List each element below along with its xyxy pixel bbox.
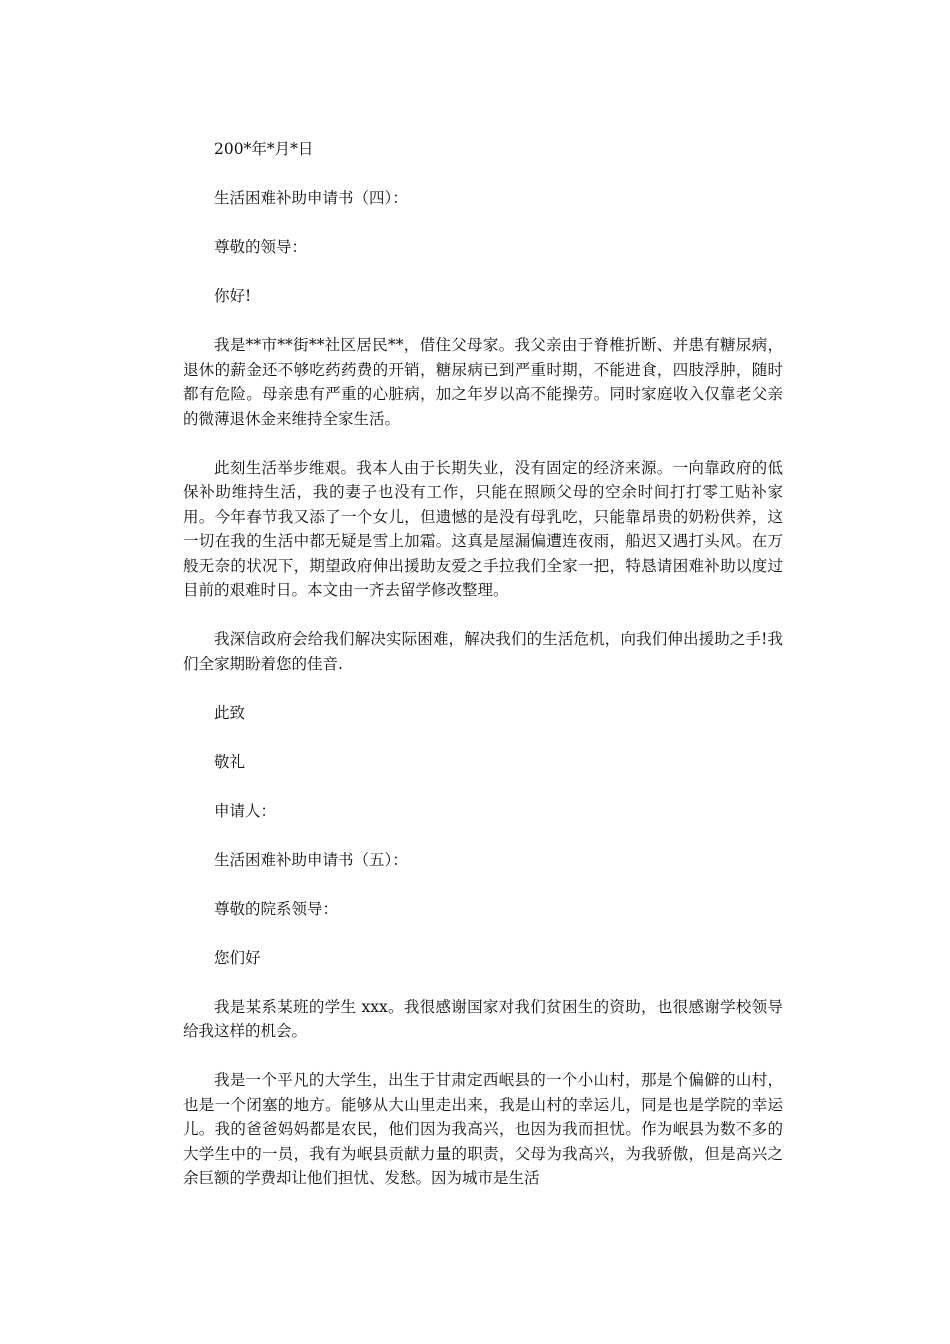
letter4-paragraph-2: 此刻生活举步维艰。我本人由于长期失业，没有固定的经济来源。一向靠政府的低保补助维持生活，我的妻子也没有工作，只能在照顾父母的空余时间打打零工贴补家用。今年春节我又添了一个女儿，但遗憾的是没有母乳吃，只能靠昂贵的奶粉供养，这一切在我的生活中都无疑是雪上加霜。这真是屋漏偏遭连夜雨，船迟又遇打头风。在万般无奈的状况下，期望政府伸出援助友爱之手拉我们全家一把，特恳请困难补助以度过目前的艰难时日。本文由一齐去留学修改整理。 — [183, 458, 783, 599]
letter4-paragraph-1: 我是**市**街**社区居民**，借住父母家。我父亲由于脊椎折断、并患有糖尿病，退休的薪金还不够吃药药费的开销，糖尿病已到严重时期，不能进食，四肢浮肿，随时都有危险。母亲患有严重的心脏病，加之年岁以高不能操劳。同时家庭收入仅靠老父亲的微薄退休金来维持全家生活。 — [183, 336, 783, 428]
letter4-closing-1: 此致 — [214, 703, 246, 722]
letter4-title: 生活困难补助申请书（四）： — [214, 189, 408, 207]
letter4-greeting: 你好! — [214, 287, 252, 305]
letter5-title: 生活困难补助申请书（五）： — [214, 850, 408, 869]
date-line: 200*年*月*日 — [214, 140, 314, 158]
letter5-paragraph-1: 我是某系某班的学生 xxx。我很感谢国家对我们贫困生的资助，也很感谢学校领导给我这样的机会。 — [183, 997, 783, 1040]
letter5-greeting: 您们好 — [214, 948, 261, 967]
letter4-paragraph-3: 我深信政府会给我们解决实际困难，解决我们的生活危机，向我们伸出援助之手!我们全家期盼着您的佳音. — [183, 630, 783, 673]
letter4-closing-2: 敬礼 — [214, 752, 246, 771]
document-body — [183, 137, 783, 1191]
letter4-applicant: 申请人： — [214, 801, 277, 820]
letter5-salutation: 尊敬的院系领导： — [214, 899, 339, 918]
letter4-salutation: 尊敬的领导： — [214, 238, 308, 256]
letter5-paragraph-2: 我是一个平凡的大学生，出生于甘肃定西岷县的一个小山村，那是个偏僻的山村，也是一个闭塞的地方。能够从大山里走出来，我是山村的幸运儿，同是也是学院的幸运儿。我的爸爸妈妈都是农民，他们因为我高兴，也因为我而担忧。作为岷县为数不多的大学生中的一员，我有为岷县贡献力量的职责，父母为我高兴，为我骄傲，但是高兴之余巨额的学费却让他们担忧、发愁。因为城市是生活 — [183, 1071, 783, 1187]
